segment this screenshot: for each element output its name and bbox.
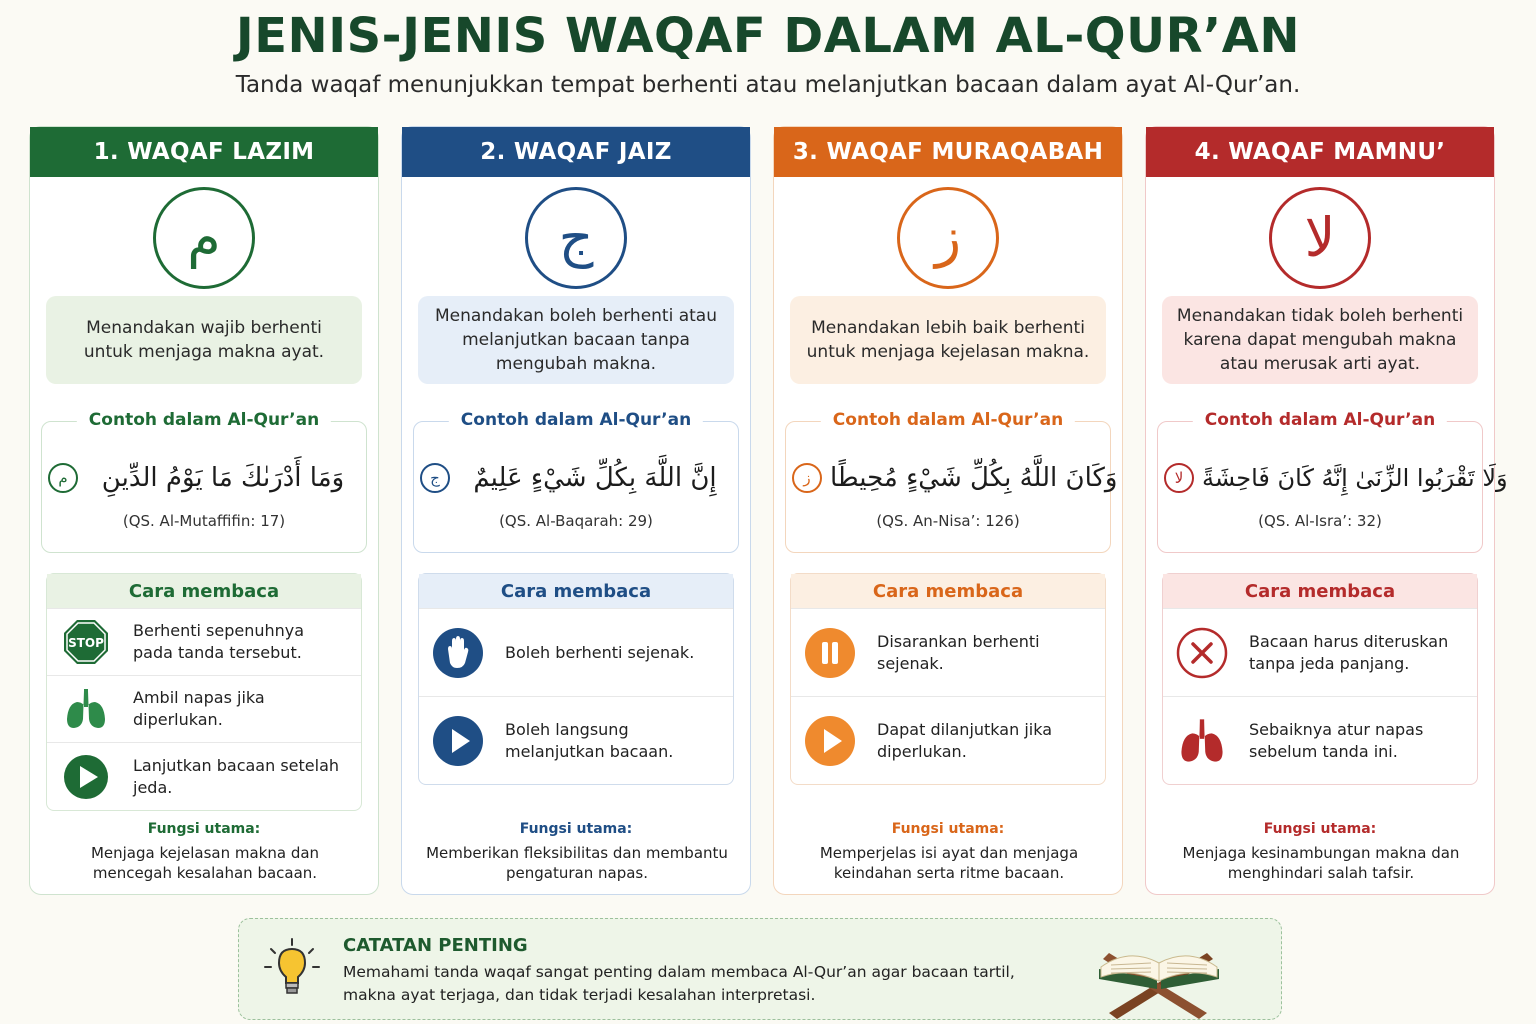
howto-box	[790, 573, 1106, 785]
mini-sign-mim: م	[48, 463, 78, 493]
card-description: Menandakan tidak boleh berhenti karena dapat mengubah makna atau merusak arti ayat.	[1162, 296, 1478, 384]
fungsi-text: Memperjelas isi ayat dan menjaga keindahan serta ritme bacaan.	[819, 844, 1079, 882]
example-title: Contoh dalam Al-Qur’an	[77, 410, 331, 430]
howto-title: Cara membaca	[47, 574, 361, 608]
howto-box	[46, 573, 362, 811]
fungsi-text: Menjaga kejelasan makna dan mencegah kesalahan bacaan.	[90, 844, 320, 882]
waqaf-sign-la: لا	[1269, 187, 1371, 289]
howto-text: Boleh berhenti sejenak.	[505, 642, 695, 662]
ayah-text: وَمَا أَدْرَىٰكَ مَا يَوْمُ الدِّينِ	[101, 463, 345, 493]
card-description: Menandakan boleh berhenti atau melanjutkan bacaan tanpa mengubah makna.	[418, 296, 734, 384]
cross-icon	[1177, 628, 1227, 678]
hand-icon	[433, 628, 483, 678]
howto-item	[47, 608, 361, 675]
waqaf-sign-jim: ج	[525, 187, 627, 289]
fungsi-label: Fungsi utama:	[1263, 821, 1377, 837]
howto-text: Bacaan harus diteruskan tanpa jeda panjang.	[1249, 631, 1449, 673]
lungs-icon	[61, 684, 111, 734]
card-waqaf-lazim	[29, 126, 379, 895]
mini-sign-zay: ز	[792, 463, 822, 493]
fungsi-label: Fungsi utama:	[147, 821, 261, 837]
howto-text: Ambil napas jika diperlukan.	[133, 688, 265, 729]
card-title: 1. WAQAF LAZIM	[30, 127, 378, 177]
waqaf-sign-zay: ز	[897, 187, 999, 289]
howto-text: Lanjutkan bacaan setelah jeda.	[133, 755, 340, 797]
howto-item	[1163, 696, 1477, 784]
howto-item	[47, 675, 361, 742]
howto-box	[418, 573, 734, 785]
example-box	[1157, 410, 1508, 553]
note-title: CATATAN PENTING	[343, 935, 528, 956]
lightbulb-icon	[263, 937, 321, 999]
card-title: 2. WAQAF JAIZ	[402, 127, 750, 177]
card-title: 4. WAQAF MAMNU’	[1146, 127, 1494, 177]
howto-text: Boleh langsung melanjutkan bacaan.	[505, 719, 674, 761]
example-title: Contoh dalam Al-Qur’an	[821, 410, 1075, 430]
card-description: Menandakan lebih baik berhenti untuk menjaga kejelasan makna.	[790, 296, 1106, 384]
play-icon	[433, 716, 483, 766]
howto-text: Disarankan berhenti sejenak.	[877, 631, 1040, 673]
howto-text: Sebaiknya atur napas sebelum tanda ini.	[1249, 719, 1424, 761]
mini-sign-jim: ج	[420, 463, 450, 493]
howto-item	[419, 608, 733, 696]
ayah-reference: (QS. Al-Isra’: 32)	[1258, 512, 1382, 530]
quran-stand-icon	[1079, 923, 1239, 1019]
howto-item	[1163, 608, 1477, 696]
card-title: 3. WAQAF MURAQABAH	[774, 127, 1122, 177]
example-box	[413, 410, 739, 553]
page-title: JENIS-JENIS WAQAF DALAM AL-QUR’AN	[235, 8, 1301, 64]
fungsi-text: Menjaga kesinambungan makna dan menghindari salah tafsir.	[1182, 844, 1460, 882]
fungsi-label: Fungsi utama:	[519, 821, 633, 837]
ayah-reference: (QS. An-Nisa’: 126)	[876, 512, 1020, 530]
ayah-text: إِنَّ اللَّهَ بِكُلِّ شَيْءٍ عَلِيمٌ	[473, 463, 717, 493]
play-icon	[805, 716, 855, 766]
fungsi-label: Fungsi utama:	[891, 821, 1005, 837]
example-title: Contoh dalam Al-Qur’an	[1193, 410, 1447, 430]
howto-text: Berhenti sepenuhnya pada tanda tersebut.	[133, 621, 305, 662]
ayah-reference: (QS. Al-Baqarah: 29)	[499, 512, 653, 530]
waqaf-sign-mim: م	[153, 187, 255, 289]
howto-title: Cara membaca	[1163, 574, 1477, 608]
card-waqaf-jaiz	[401, 126, 751, 895]
stop-sign-icon	[61, 617, 111, 667]
howto-text: Dapat dilanjutkan jika diperlukan.	[877, 719, 1052, 761]
example-box	[41, 410, 367, 553]
howto-item	[419, 696, 733, 784]
example-box	[785, 410, 1118, 553]
ayah-text: وَلَا تَقْرَبُوا الزِّنَىٰ إِنَّهُ كَانَ فَاحِشَةً	[1202, 464, 1508, 492]
fungsi-text: Memberikan fleksibilitas dan membantu pengaturan napas.	[426, 844, 728, 882]
lungs-icon	[1177, 716, 1227, 766]
important-note	[238, 918, 1282, 1020]
howto-title: Cara membaca	[791, 574, 1105, 608]
howto-title: Cara membaca	[419, 574, 733, 608]
ayah-text: وَكَانَ اللَّهُ بِكُلِّ شَيْءٍ مُحِيطًا	[830, 463, 1118, 493]
svg-text:STOP: STOP	[68, 636, 104, 650]
page-subtitle: Tanda waqaf menunjukkan tempat berhenti atau melanjutkan bacaan dalam ayat Al-Qur’an.	[235, 72, 1301, 98]
howto-item	[47, 742, 361, 810]
note-text: Memahami tanda waqaf sangat penting dalam membaca Al-Qur’an agar bacaan tartil, makna ayat terjaga, dan tidak terjadi kesalahan interpretasi.	[343, 963, 1015, 1004]
ayah-reference: (QS. Al-Mutaffifin: 17)	[122, 512, 286, 530]
pause-icon	[805, 628, 855, 678]
example-title: Contoh dalam Al-Qur’an	[449, 410, 703, 430]
card-waqaf-muraqabah	[773, 126, 1123, 895]
howto-item	[791, 696, 1105, 784]
mini-sign-la: لا	[1164, 463, 1194, 493]
howto-box	[1162, 573, 1478, 785]
howto-item	[791, 608, 1105, 696]
card-waqaf-mamnu	[1145, 126, 1508, 895]
card-description: Menandakan wajib berhenti untuk menjaga makna ayat.	[46, 296, 362, 384]
play-icon	[61, 752, 111, 802]
